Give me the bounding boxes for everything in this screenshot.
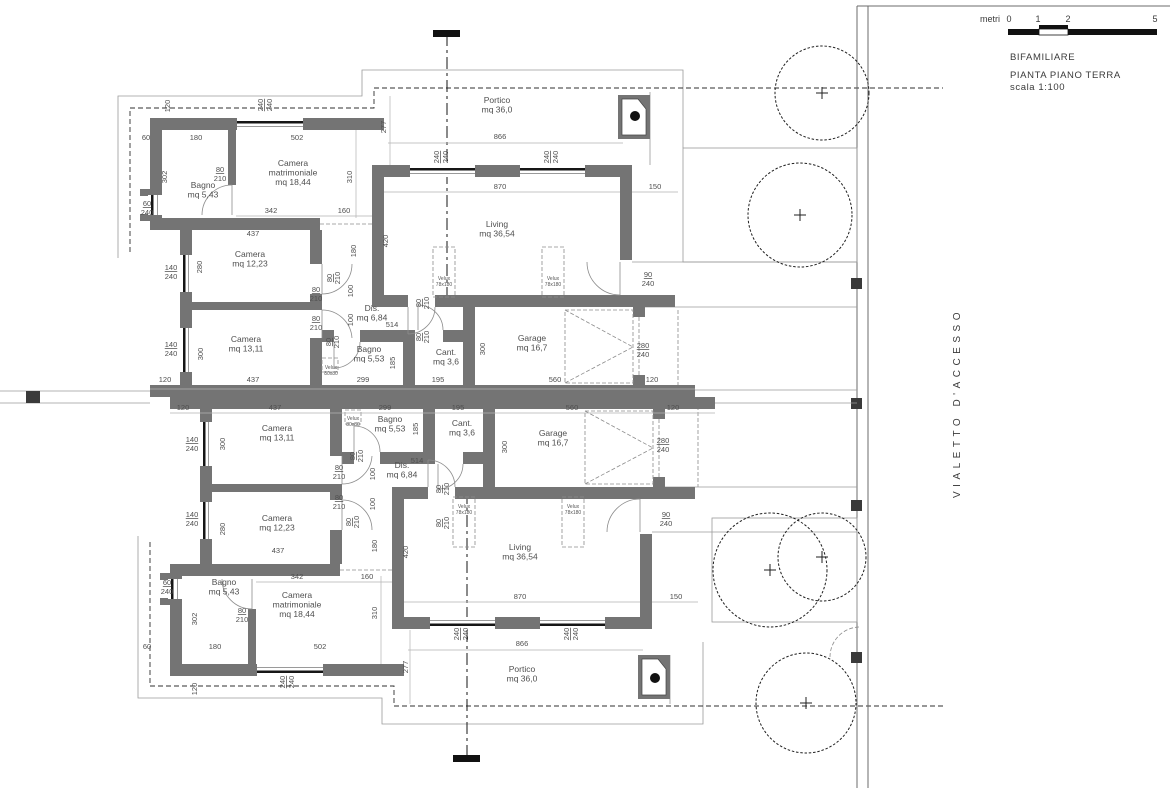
dim-label: 240 bbox=[542, 150, 551, 164]
dim-label: 277 bbox=[401, 660, 410, 674]
dim-label: 240 bbox=[461, 627, 470, 641]
room-label: Dis. mq 6,84 bbox=[356, 303, 388, 323]
dim-label: 437 bbox=[246, 375, 260, 384]
dim-label: 60 bbox=[141, 133, 151, 142]
dim-label: 160 bbox=[337, 206, 351, 215]
room-label: Dis. mq 6,84 bbox=[386, 460, 418, 480]
dim-label: 80 bbox=[311, 314, 321, 323]
dim-label: 120 bbox=[666, 403, 680, 412]
room-label: Garage mq 16,7 bbox=[516, 333, 548, 353]
dim-label: 437 bbox=[271, 546, 285, 555]
pillar-unit-top bbox=[618, 95, 650, 139]
dim-label: 60 bbox=[142, 199, 152, 208]
room-label: Living mq 36,54 bbox=[502, 542, 538, 562]
velux-label: Velux 78x180 bbox=[435, 276, 453, 288]
room-label: Camera mq 13,11 bbox=[228, 334, 264, 354]
dim-label: 180 bbox=[208, 642, 222, 651]
dim-label: 210 bbox=[356, 449, 365, 463]
dim-label: 240 bbox=[287, 675, 296, 689]
dim-label: 210 bbox=[309, 294, 323, 303]
dim-label: 514 bbox=[410, 456, 424, 465]
dim-label: 80 bbox=[434, 518, 443, 528]
dim-label: 240 bbox=[185, 519, 199, 528]
dim-label: 210 bbox=[352, 515, 361, 529]
room-label: Camera matrimoniale mq 18,44 bbox=[272, 590, 322, 619]
dim-label: 210 bbox=[422, 296, 431, 310]
dim-label: 100 bbox=[346, 313, 355, 327]
dim-label: 210 bbox=[332, 335, 341, 349]
dim-label: 240 bbox=[656, 445, 670, 454]
dim-label: 240 bbox=[140, 208, 154, 217]
room-label: Bagno mq 5,53 bbox=[353, 344, 385, 364]
scale-tick-label: 2 bbox=[1065, 14, 1071, 24]
dim-label: 80 bbox=[414, 332, 423, 342]
dim-label: 302 bbox=[190, 612, 199, 626]
dim-label: 437 bbox=[268, 403, 282, 412]
dim-label: 240 bbox=[551, 150, 560, 164]
dim-label: 80 bbox=[344, 517, 353, 527]
scale-tick-label: 0 bbox=[1006, 14, 1012, 24]
street-label: VIALETTO D'ACCESSO bbox=[952, 308, 963, 498]
dim-label: 90 bbox=[643, 270, 653, 279]
dim-label: 80 bbox=[215, 165, 225, 174]
walls-unit-top bbox=[140, 118, 695, 397]
dim-label: 300 bbox=[218, 437, 227, 451]
room-label: Living mq 36,54 bbox=[479, 219, 515, 239]
dim-label: 240 bbox=[164, 272, 178, 281]
dim-label: 80 bbox=[434, 484, 443, 494]
legend bbox=[980, 14, 1158, 93]
dim-label: 180 bbox=[349, 244, 358, 258]
dim-label: 502 bbox=[313, 642, 327, 651]
room-label: Camera mq 12,23 bbox=[259, 513, 295, 533]
dim-label: 420 bbox=[381, 234, 390, 248]
room-label: Bagno mq 5,43 bbox=[208, 577, 240, 597]
dim-label: 240 bbox=[432, 150, 441, 164]
trees bbox=[713, 46, 869, 753]
dim-label: 60 bbox=[142, 642, 152, 651]
room-label: Portico mq 36,0 bbox=[481, 95, 513, 115]
dim-label: 514 bbox=[385, 320, 399, 329]
room-label: Bagno mq 5,43 bbox=[187, 180, 219, 200]
dim-label: 80 bbox=[334, 463, 344, 472]
plan-scale: scala 1:100 bbox=[1010, 82, 1066, 93]
dim-label: 240 bbox=[571, 627, 580, 641]
room-label: Camera mq 13,11 bbox=[259, 423, 295, 443]
dim-label: 299 bbox=[378, 403, 392, 412]
dim-label: 277 bbox=[379, 120, 388, 134]
dim-label: 502 bbox=[290, 133, 304, 142]
dim-label: 120 bbox=[190, 682, 199, 696]
dim-label: 90 bbox=[661, 510, 671, 519]
dim-label: 160 bbox=[360, 572, 374, 581]
dim-label: 560 bbox=[548, 375, 562, 384]
dim-label: 342 bbox=[290, 572, 304, 581]
dim-label: 195 bbox=[431, 375, 445, 384]
dim-label: 240 bbox=[256, 98, 265, 112]
dim-label: 80 bbox=[237, 606, 247, 615]
dim-label: 299 bbox=[356, 375, 370, 384]
dim-label: 120 bbox=[176, 403, 190, 412]
dim-label: 120 bbox=[163, 99, 172, 113]
velux-label: Velux 80x80 bbox=[346, 416, 360, 428]
plan-title: PIANTA PIANO TERRA bbox=[1010, 70, 1121, 81]
dim-label: 140 bbox=[185, 510, 199, 519]
velux-label: Velux 80x80 bbox=[324, 365, 338, 377]
dim-label: 210 bbox=[213, 174, 227, 183]
dim-label: 300 bbox=[500, 440, 509, 454]
room-label: Cant. mq 3,6 bbox=[433, 347, 459, 367]
dim-label: 240 bbox=[160, 587, 174, 596]
dim-label: 120 bbox=[158, 375, 172, 384]
room-label: Camera mq 12,23 bbox=[232, 249, 268, 269]
scale-unit-label: metri bbox=[980, 14, 1000, 24]
dim-label: 180 bbox=[189, 133, 203, 142]
dim-label: 100 bbox=[346, 284, 355, 298]
project-title: BIFAMILIARE bbox=[1010, 52, 1076, 63]
dim-label: 210 bbox=[442, 516, 451, 530]
dim-label: 310 bbox=[370, 606, 379, 620]
dim-label: 80 bbox=[325, 273, 334, 283]
dim-label: 210 bbox=[332, 502, 346, 511]
dim-label: 240 bbox=[636, 350, 650, 359]
room-label: Portico mq 36,0 bbox=[506, 664, 538, 684]
dim-label: 870 bbox=[493, 182, 507, 191]
dim-label: 310 bbox=[345, 170, 354, 184]
dim-label: 240 bbox=[265, 98, 274, 112]
dim-label: 240 bbox=[185, 444, 199, 453]
dim-label: 185 bbox=[388, 356, 397, 370]
dim-label: 140 bbox=[185, 435, 199, 444]
room-label: Garage mq 16,7 bbox=[537, 428, 569, 448]
dim-label: 180 bbox=[370, 539, 379, 553]
dim-label: 866 bbox=[493, 132, 507, 141]
scale-tick-label: 1 bbox=[1035, 14, 1041, 24]
dim-label: 150 bbox=[669, 592, 683, 601]
room-label: Bagno mq 5,53 bbox=[374, 414, 406, 434]
garage-symbol-unit-bottom bbox=[585, 411, 659, 484]
dim-label: 210 bbox=[422, 330, 431, 344]
dim-label: 100 bbox=[368, 497, 377, 511]
dim-label: 60 bbox=[162, 578, 172, 587]
dim-label: 240 bbox=[278, 675, 287, 689]
dim-label: 560 bbox=[565, 403, 579, 412]
dim-label: 280 bbox=[636, 341, 650, 350]
room-label: Cant. mq 3,6 bbox=[449, 418, 475, 438]
velux-label: Velux 78x180 bbox=[455, 504, 473, 516]
dim-label: 80 bbox=[311, 285, 321, 294]
scale-bar bbox=[1008, 25, 1157, 35]
dim-label: 240 bbox=[641, 279, 655, 288]
dim-label: 210 bbox=[442, 482, 451, 496]
dim-label: 240 bbox=[164, 349, 178, 358]
dim-label: 210 bbox=[333, 271, 342, 285]
dim-label: 100 bbox=[368, 467, 377, 481]
dim-label: 210 bbox=[235, 615, 249, 624]
dim-label: 342 bbox=[264, 206, 278, 215]
dim-label: 280 bbox=[195, 260, 204, 274]
dim-label: 280 bbox=[656, 436, 670, 445]
dim-label: 870 bbox=[513, 592, 527, 601]
scale-bar-ticks bbox=[1006, 14, 1157, 24]
dim-label: 240 bbox=[441, 150, 450, 164]
dim-label: 185 bbox=[411, 422, 420, 436]
dim-label: 300 bbox=[196, 347, 205, 361]
dim-label: 150 bbox=[648, 182, 662, 191]
dim-label: 195 bbox=[451, 403, 465, 412]
room-label: Camera matrimoniale mq 18,44 bbox=[268, 158, 318, 187]
dim-label: 140 bbox=[164, 263, 178, 272]
dim-label: 210 bbox=[332, 472, 346, 481]
dim-label: 240 bbox=[452, 627, 461, 641]
scale-tick-label: 5 bbox=[1152, 14, 1158, 24]
garage-symbol-unit-top bbox=[565, 310, 639, 383]
dim-label: 240 bbox=[659, 519, 673, 528]
dim-label: 210 bbox=[309, 323, 323, 332]
dim-label: 80 bbox=[334, 493, 344, 502]
dim-label: 437 bbox=[246, 229, 260, 238]
walls-unit-bottom bbox=[160, 397, 715, 676]
dim-label: 302 bbox=[160, 170, 169, 184]
dim-label: 866 bbox=[515, 639, 529, 648]
pillar-unit-bottom bbox=[638, 655, 670, 699]
dim-label: 280 bbox=[218, 522, 227, 536]
dim-label: 140 bbox=[164, 340, 178, 349]
dim-label: 120 bbox=[645, 375, 659, 384]
dim-label: 80 bbox=[348, 451, 357, 461]
dim-label: 80 bbox=[324, 337, 333, 347]
velux-label: Velux 78x180 bbox=[564, 504, 582, 516]
velux-label: Velux 78x180 bbox=[544, 276, 562, 288]
dim-label: 420 bbox=[401, 545, 410, 559]
dim-label: 300 bbox=[478, 342, 487, 356]
dim-label: 240 bbox=[562, 627, 571, 641]
dim-label: 80 bbox=[414, 298, 423, 308]
